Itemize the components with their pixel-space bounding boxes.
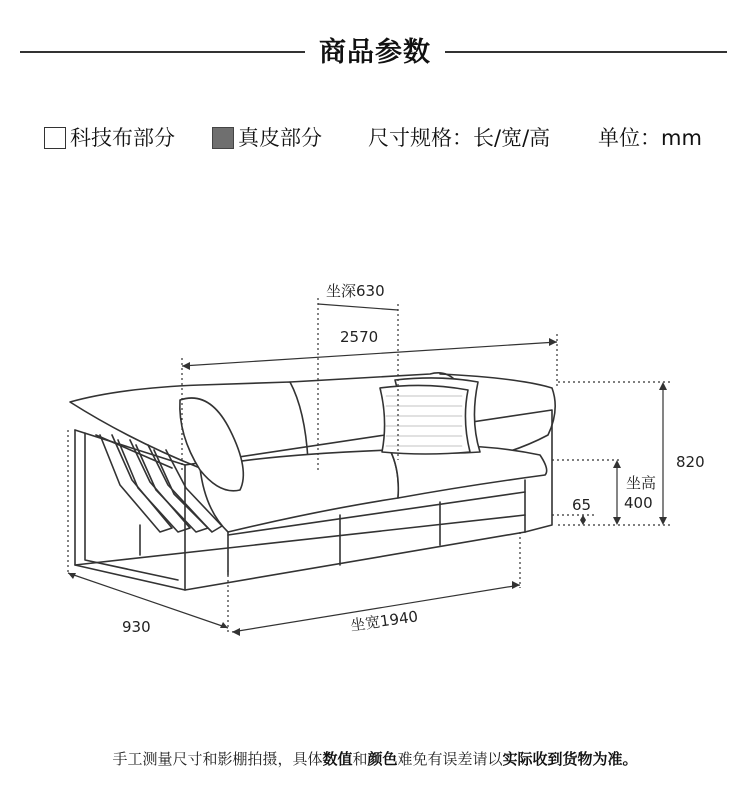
legend-leather [212, 122, 322, 154]
fabric-label: 科技布部分 [70, 126, 175, 150]
disclaimer-part-2: 和 [352, 750, 368, 768]
unit-label: 单位：mm [598, 126, 702, 150]
header-line-right [445, 51, 727, 53]
sofa-diagram [0, 270, 750, 650]
sofa-drawing [0, 270, 750, 650]
disclaimer-bold-2: 颜色 [367, 750, 398, 768]
legend-fabric [44, 122, 175, 154]
length-label: 2570 [340, 328, 379, 346]
seat-width-label: 坐宽1940 [349, 607, 420, 635]
side-bolster [180, 398, 244, 491]
leather-label: 真皮部分 [238, 126, 322, 150]
height-label: 820 [676, 453, 705, 471]
depth-label: 930 [122, 618, 151, 636]
legend-row [0, 122, 750, 154]
header-line-left [20, 51, 305, 53]
seat-height-value: 400 [624, 494, 653, 512]
disclaimer-part-3: 难免有误差请以 [397, 750, 503, 768]
leather-swatch [212, 127, 234, 149]
disclaimer-bold-1: 数值 [322, 750, 353, 768]
size-spec: 尺寸规格：长/宽/高 [368, 126, 551, 150]
page-title: 商品参数 [319, 37, 431, 68]
fabric-swatch [44, 127, 66, 149]
seat-depth-label: 坐深630 [326, 282, 385, 300]
disclaimer-part-1: 手工测量尺寸和影棚拍摄，具体 [112, 750, 323, 768]
disclaimer [0, 748, 750, 769]
disclaimer-bold-3: 实际收到货物为准。 [502, 750, 638, 768]
leg-height-label: 65 [572, 496, 592, 514]
seat-height-title: 坐高 [626, 474, 657, 492]
section-header [0, 26, 750, 74]
